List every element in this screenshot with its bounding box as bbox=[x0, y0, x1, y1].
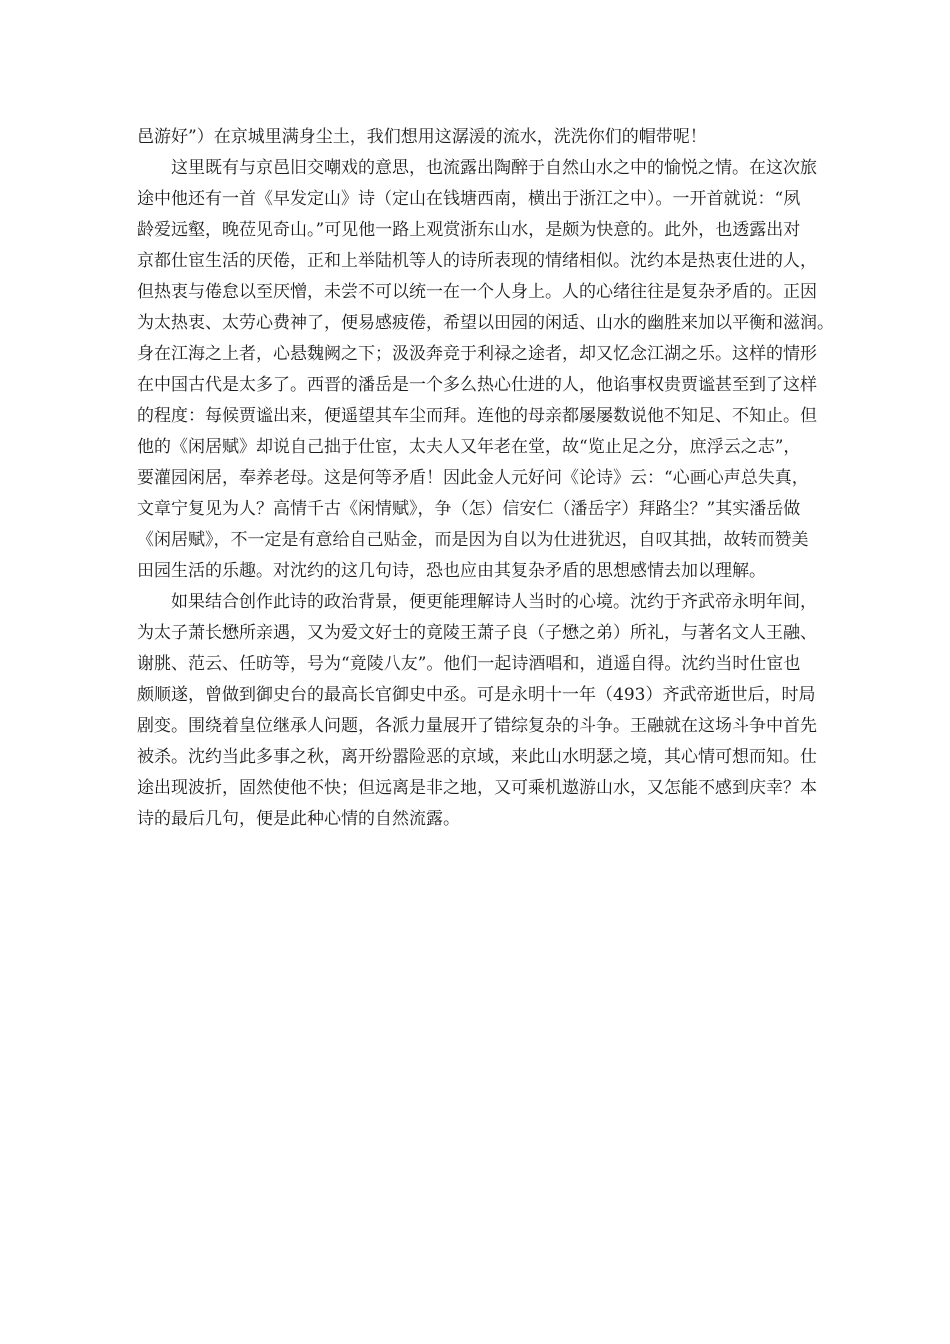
text-line: 被杀。沈约当此多事之秋，离开纷嚣险恶的京域，来此山水明瑟之境，其心情可想而知。仕 bbox=[137, 747, 817, 767]
text-line: 这里既有与京邑旧交嘲戏的意思，也流露出陶醉于自然山水之中的愉悦之情。在这次旅 bbox=[171, 158, 817, 178]
text-line: 剧变。围绕着皇位继承人问题，各派力量展开了错综复杂的斗争。王融就在这场斗争中首先 bbox=[137, 716, 817, 736]
text-line: 诗的最后几句，便是此种心情的自然流露。 bbox=[137, 809, 460, 829]
text-line: 在中国古代是太多了。西晋的潘岳是一个多么热心仕进的人，他谄事权贵贾谧甚至到了这样 bbox=[137, 375, 817, 395]
text-line: 文章宁复见为人？高情千古《闲情赋》，争（怎）信安仁（潘岳字）拜路尘？”其实潘岳做 bbox=[137, 499, 801, 519]
text-line: 田园生活的乐趣。对沈约的这几句诗，恐也应由其复杂矛盾的思想感情去加以理解。 bbox=[137, 561, 766, 581]
text-line: 的程度：每候贾谧出来，便遥望其车尘而拜。连他的母亲都屡屡数说他不知足、不知止。但 bbox=[137, 406, 817, 426]
text-line: 颇顺遂，曾做到御史台的最高长官御史中丞。可是永明十一年（493）齐武帝逝世后，时局 bbox=[137, 685, 816, 705]
text-line: 途中他还有一首《早发定山》诗（定山在钱塘西南，横出于浙江之中）。一开首就说：“夙 bbox=[137, 189, 801, 209]
text-line: 谢朓、范云、任昉等，号为“竟陵八友”。他们一起诗酒唱和，逍遥自得。沈约当时仕宦也 bbox=[137, 654, 801, 674]
text-line: 他的《闲居赋》却说自己拙于仕宦，太夫人又年老在堂，故“览止足之分，庶浮云之志”， bbox=[137, 437, 801, 457]
text-line: 《闲居赋》，不一定是有意给自己贴金，而是因为自以为仕进犹迟，自叹其拙，故转而赞美 bbox=[137, 530, 809, 550]
text-line: 邑游好”）在京城里满身尘土，我们想用这潺湲的流水，洗洗你们的帽带呢！ bbox=[137, 127, 707, 147]
text-line: 为太子萧长懋所亲遇，又为爱文好士的竟陵王萧子良（子懋之弟）所礼，与著名文人王融、 bbox=[137, 623, 817, 643]
text-line: 途出现波折，固然使他不快；但远离是非之地，又可乘机遨游山水，又怎能不感到庆幸？本 bbox=[137, 778, 817, 798]
text-line: 但热衷与倦怠以至厌憎，未尝不可以统一在一个人身上。人的心绪往往是复杂矛盾的。正因 bbox=[137, 282, 817, 302]
text-line: 身在江海之上者，心悬魏阙之下；汲汲奔竞于利禄之途者，却又忆念江湖之乐。这样的情形 bbox=[137, 344, 817, 364]
body-text bbox=[137, 122, 837, 835]
text-line: 要灌园闲居，奉养老母。这是何等矛盾！因此金人元好问《论诗》云：“心画心声总失真， bbox=[137, 468, 809, 488]
text-line: 京都仕宦生活的厌倦，正和上举陆机等人的诗所表现的情绪相似。沈约本是热衷仕进的人， bbox=[137, 251, 817, 271]
text-line: 如果结合创作此诗的政治背景，便更能理解诗人当时的心境。沈约于齐武帝永明年间， bbox=[171, 592, 817, 612]
text-line: 为太热衷、太劳心费神了，便易感疲倦，希望以田园的闲适、山水的幽胜来加以平衡和滋润。 bbox=[137, 313, 834, 333]
text-line: 龄爱远壑，晚莅见奇山。”可见他一路上观赏浙东山水，是颇为快意的。此外，也透露出对 bbox=[137, 220, 801, 240]
